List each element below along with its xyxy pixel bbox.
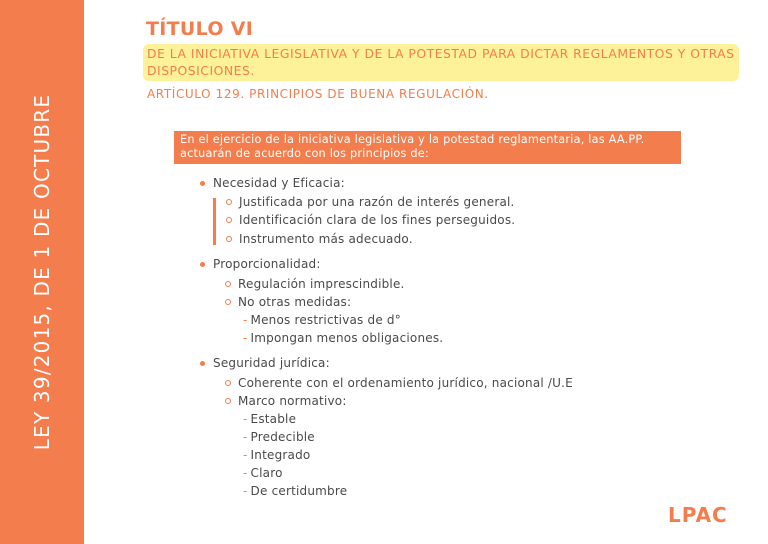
dash-icon: - <box>243 466 248 480</box>
list-item: No otras medidas: <box>238 295 352 309</box>
sub-list-item: - Estable <box>243 412 297 426</box>
sub-list-item: - Predecible <box>243 430 315 444</box>
list-item: Identificación clara de los fines perseguidos. <box>239 213 516 227</box>
principle-necesidad: Necesidad y Eficacia: <box>213 176 345 190</box>
dash-icon: - <box>243 448 248 462</box>
list-item: Instrumento más adecuado. <box>239 232 413 246</box>
sub-list-item: - De certidumbre <box>243 484 348 498</box>
sub-list-item: - Integrado <box>243 448 311 462</box>
dash-icon: - <box>243 430 248 444</box>
sidebar-law-title: LEY 39/2015, DE 1 DE OCTUBRE <box>30 93 54 451</box>
list-item: Coherente con el ordenamiento jurídico, nacional /U.E <box>238 376 573 390</box>
sub-list-item: - Claro <box>243 466 283 480</box>
principle-proporcionalidad: Proporcionalidad: <box>213 257 321 271</box>
sidebar <box>0 0 84 544</box>
list-item: Justificada por una razón de interés general. <box>239 195 515 209</box>
sub-list-item: - Impongan menos obligaciones. <box>243 331 444 345</box>
sub-list-item: - Menos restrictivas de d° <box>243 313 401 327</box>
dash-icon: - <box>243 484 248 498</box>
dash-icon: - <box>243 412 248 426</box>
lpac-logo: LPAC <box>668 503 728 527</box>
article-heading: ARTÍCULO 129. PRINCIPIOS DE BUENA REGULACIÓN. <box>147 87 489 101</box>
accent-bar <box>213 198 216 245</box>
principle-seguridad: Seguridad jurídica: <box>213 356 330 370</box>
dash-icon: - <box>243 313 248 327</box>
page-title: TÍTULO VI <box>146 18 254 40</box>
list-item: Marco normativo: <box>238 394 347 408</box>
intro-box: En el ejercicio de la iniciativa legislativa y la potestad reglamentaria, las AA.PP. actuarán de acuerdo con los principios de: <box>174 131 681 164</box>
dash-icon: - <box>243 331 248 345</box>
list-item: Regulación imprescindible. <box>238 277 405 291</box>
page-subtitle: DE LA INICIATIVA LEGISLATIVA Y DE LA POTESTAD PARA DICTAR REGLAMENTOS Y OTRAS DISPOSICIONES. <box>143 44 739 81</box>
